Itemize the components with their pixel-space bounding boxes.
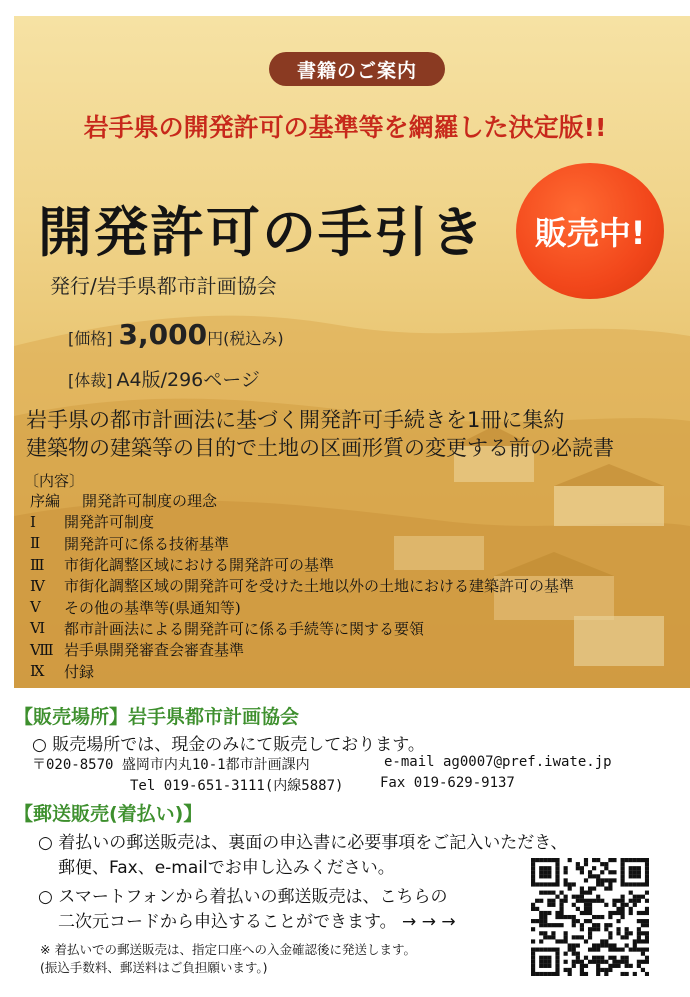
address: 〒020-8570 盛岡市内丸10-1都市計画課内 — [32, 757, 310, 773]
email-address[interactable]: e-mail ag0007@pref.iwate.jp — [384, 754, 612, 770]
contents-item-text: その他の基準等(県通知等) — [64, 598, 241, 617]
publisher: 発行/岩手県都市計画協会 — [50, 274, 277, 298]
contents-item-text: 市街化調整区域における開発許可の基準 — [64, 556, 335, 575]
contents-item — [30, 575, 680, 596]
subheadline: 岩手県の開発許可の基準等を網羅した決定版!! — [83, 113, 607, 142]
mail-order-line-1b: 郵便、Fax、e-mailでお申し込みください。 — [58, 858, 395, 878]
contents-item — [30, 660, 680, 681]
contents-item — [30, 533, 680, 554]
qr-code-graphic — [531, 858, 649, 976]
price-info — [68, 318, 284, 351]
price-unit: 円(税込み) — [207, 329, 284, 348]
contents-item-number: Ⅱ — [30, 534, 41, 553]
contents-label: 〔内容〕 — [24, 472, 85, 490]
price-label: [価格] — [68, 329, 113, 348]
fax: Fax 019-629-9137 — [380, 775, 515, 791]
cash-only-note: ○ 販売場所では、現金のみにて販売しております。 — [32, 735, 425, 755]
contents-item — [30, 490, 680, 511]
contents-item-number: Ⅴ — [30, 598, 41, 617]
contents-item-text: 岩手県開発審査会審査基準 — [64, 641, 245, 660]
mail-order-heading: 【郵送販売(着払い)】 — [14, 803, 203, 825]
contents-list — [30, 490, 680, 682]
on-sale-badge: 販売中! — [516, 163, 664, 299]
contents-item-text: 都市計画法による開発許可に係る手続等に関する要領 — [64, 619, 425, 638]
contents-item-number: 序編 — [30, 492, 61, 511]
mail-order-line-1a: ○ 着払いの郵送販売は、裏面の申込書に必要事項をご記入いただき、 — [38, 833, 568, 853]
description-line-2: 建築物の建築等の目的で土地の区画形質の変更する前の必読書 — [26, 436, 614, 460]
description-line-1: 岩手県の都市計画法に基づく開発許可手続きを1冊に集約 — [26, 408, 565, 432]
contents-item — [30, 618, 680, 639]
sales-location-heading: 【販売場所】岩手県都市計画協会 — [14, 706, 300, 728]
contents-item-text: 開発許可制度の理念 — [82, 492, 218, 511]
contents-item-text: 市街化調整区域の開発許可を受けた土地以外の土地における建築許可の基準 — [64, 577, 575, 596]
contents-item-number: Ⅸ — [30, 662, 45, 681]
mail-order-line-2b: 二次元コードから申込することができます。 → → → — [58, 912, 456, 932]
telephone: Tel 019-651-3111(内線5887) — [130, 778, 344, 794]
contents-item-text: 開発許可に係る技術基準 — [64, 534, 230, 553]
format-info — [68, 365, 260, 392]
contents-item — [30, 596, 680, 617]
contents-item-number: Ⅵ — [30, 619, 46, 638]
contents-item-text: 開発許可制度 — [64, 513, 155, 532]
qr-code-icon[interactable] — [531, 858, 649, 976]
contents-item — [30, 511, 680, 532]
guide-badge: 書籍のご案内 — [269, 52, 445, 86]
contents-item-text: 付録 — [64, 662, 95, 681]
contents-item-number: Ⅳ — [30, 576, 45, 595]
payment-note-1: ※ 着払いでの郵送販売は、指定口座への入金確認後に発送します。 — [40, 942, 416, 957]
mail-order-line-2a: ○ スマートフォンから着払いの郵送販売は、こちらの — [38, 887, 448, 907]
contents-item — [30, 639, 680, 660]
price-amount: 3,000 — [118, 318, 208, 351]
contents-item — [30, 554, 680, 575]
book-title: 開発許可の手引き — [38, 200, 486, 264]
contents-item-number: Ⅲ — [30, 555, 45, 574]
contents-item-number: Ⅷ — [30, 640, 54, 659]
contents-item-number: Ⅰ — [30, 512, 36, 531]
format-value: A4版/296ページ — [116, 369, 260, 391]
payment-note-2: (振込手数料、郵送料はご負担願います。) — [40, 960, 268, 975]
format-label: [体裁] — [68, 371, 113, 390]
